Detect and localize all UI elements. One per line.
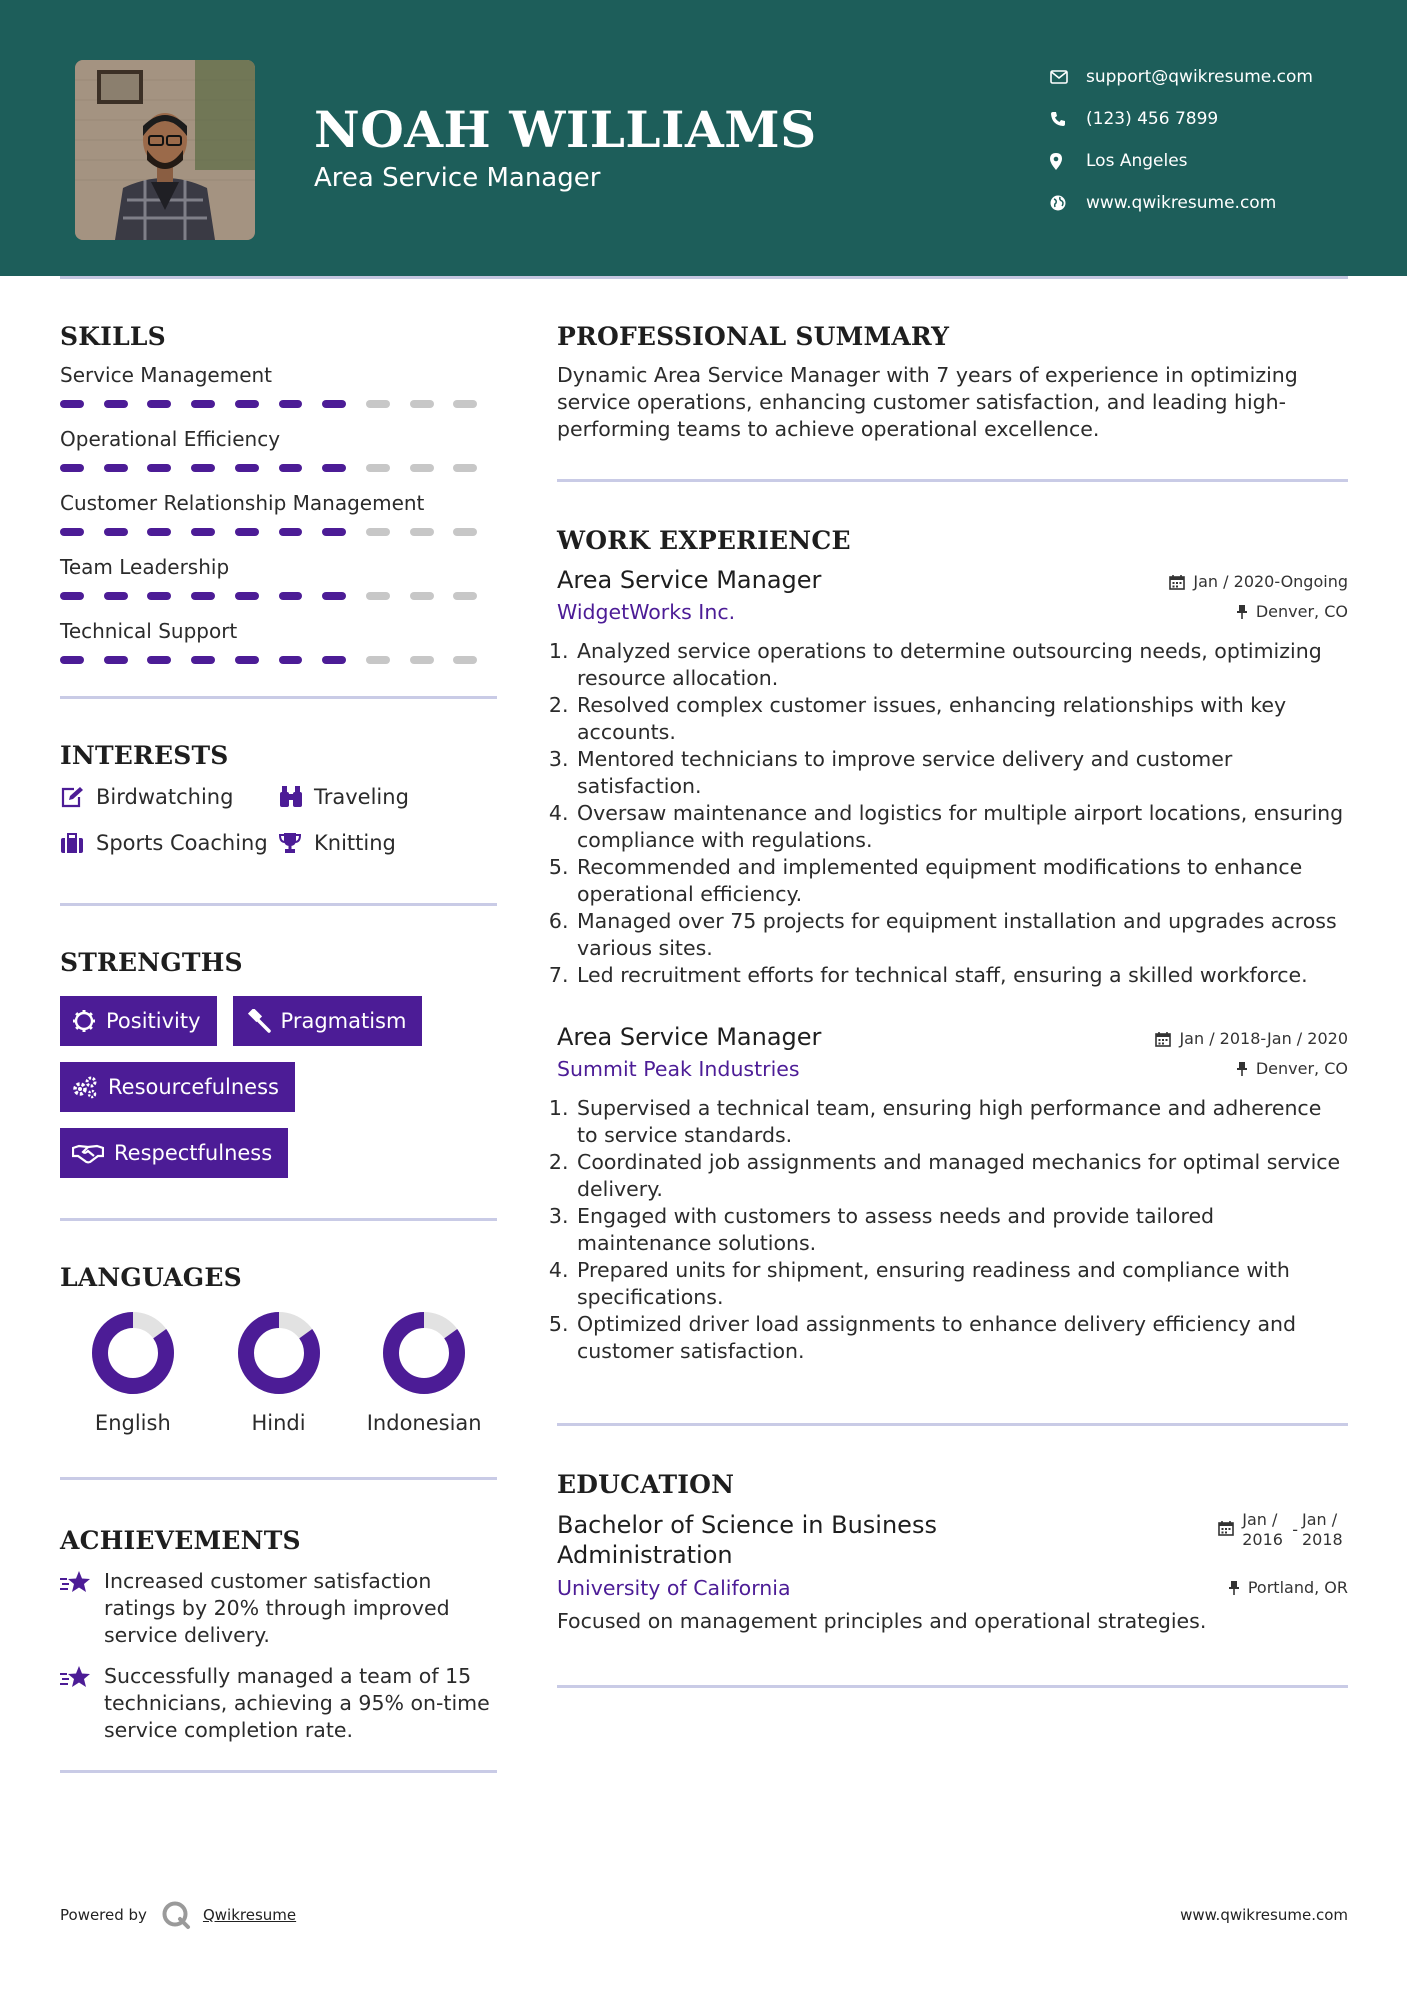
section-divider <box>60 1218 497 1221</box>
footer-website-link[interactable]: www.qwikresume.com <box>1180 1906 1348 1924</box>
right-column <box>557 322 1348 1688</box>
qwikresume-link[interactable]: Qwikresume <box>202 1906 297 1924</box>
contact-list <box>1050 56 1313 224</box>
company-name: Summit Peak Industries <box>557 1057 800 1081</box>
skill-rating-dot <box>191 592 215 600</box>
skills-list <box>60 360 497 680</box>
resume-header <box>0 0 1407 276</box>
achievements-list <box>60 1568 497 1744</box>
skill-rating <box>60 646 497 680</box>
skill-rating-dot <box>104 400 128 408</box>
skill-name: Technical Support <box>60 619 238 643</box>
education-entry <box>557 1510 1348 1635</box>
candidate-name: NOAH WILLIAMS <box>314 100 817 159</box>
skill-rating-dot <box>453 592 477 600</box>
page-footer <box>60 1897 1348 1933</box>
degree-title: Bachelor of Science in Business Administration <box>557 1511 937 1569</box>
education-date-end: Jan / 2018 <box>1302 1510 1343 1549</box>
languages-list <box>60 1309 497 1435</box>
skill-rating-dot <box>410 528 434 536</box>
skill-name: Team Leadership <box>60 555 230 579</box>
contact-phone-text: (123) 456 7899 <box>1086 109 1219 129</box>
job-dates <box>1169 572 1348 591</box>
education-date-sep: - <box>1292 1520 1298 1539</box>
skill-rating-dot <box>279 592 303 600</box>
pushpin-icon <box>1236 604 1248 620</box>
education-description: Focused on management principles and operational strategies. <box>557 1609 1207 1633</box>
job-bullet: 4. Oversaw maintenance and logistics for multiple airport locations, ensuring compliance with regulations. <box>575 800 1348 854</box>
language-item <box>351 1309 497 1435</box>
skill-rating <box>60 582 497 616</box>
job-bullet: 4. Prepared units for shipment, ensuring readiness and compliance with specifications. <box>575 1257 1348 1311</box>
job-dates-text: Jan / 2020-Ongoing <box>1193 572 1348 591</box>
achievement-text: Increased customer satisfaction ratings by 20% through improved service delivery. <box>104 1569 450 1647</box>
calendar-icon <box>1218 1520 1234 1536</box>
experience-title: WORK EXPERIENCE <box>557 526 851 555</box>
section-divider <box>60 1770 497 1773</box>
summary-text: Dynamic Area Service Manager with 7 years of experience in optimizing service operations, enhancing customer satisfaction, and leading high-performing teams to achieve operational excellence. <box>557 363 1298 441</box>
job-title: Area Service Manager <box>557 566 822 594</box>
job-entry <box>557 1023 1348 1365</box>
skill-rating-dot <box>322 464 346 472</box>
skill-rating-dot <box>147 400 171 408</box>
skill-rating-dot <box>279 464 303 472</box>
skill-rating-dot <box>453 400 477 408</box>
job-bullet: 3. Engaged with customers to assess needs and provide tailored maintenance solutions. <box>575 1203 1348 1257</box>
skill-rating-dot <box>60 400 84 408</box>
skill-rating-dot <box>410 592 434 600</box>
education-title: EDUCATION <box>557 1470 735 1499</box>
skill-rating-dot <box>60 528 84 536</box>
interest-label: Knitting <box>314 831 396 855</box>
skill-rating-dot <box>366 464 390 472</box>
star-icon <box>60 1663 104 1744</box>
skill-rating-dot <box>322 400 346 408</box>
skill-name: Customer Relationship Management <box>60 491 425 515</box>
envelope-icon <box>1050 70 1086 84</box>
job-location-text: Denver, CO <box>1255 1059 1348 1078</box>
section-divider <box>557 1685 1348 1688</box>
skill-rating-dot <box>191 528 215 536</box>
job-bullet: 2. Resolved complex customer issues, enhancing relationships with key accounts. <box>575 692 1348 746</box>
language-label: English <box>94 1411 171 1435</box>
contact-location-text: Los Angeles <box>1086 151 1188 171</box>
skill-rating-dot <box>366 528 390 536</box>
job-bullets <box>557 1095 1348 1365</box>
skill-rating-dot <box>104 592 128 600</box>
language-level-ring <box>89 1309 177 1397</box>
language-level-ring <box>235 1309 323 1397</box>
skill-rating <box>60 518 497 552</box>
job-bullet: 5. Recommended and implemented equipment modifications to enhance operational efficiency. <box>575 854 1348 908</box>
interest-label: Birdwatching <box>96 785 234 809</box>
skill-rating-dot <box>322 528 346 536</box>
skill-rating-dot <box>366 656 390 664</box>
cogs-icon <box>72 1075 98 1099</box>
languages-title: LANGUAGES <box>60 1263 242 1292</box>
skill-rating-dot <box>235 400 259 408</box>
skill-rating-dot <box>104 656 128 664</box>
job-location <box>1236 602 1348 621</box>
education-dates <box>1218 1510 1348 1550</box>
skill-rating-dot <box>147 464 171 472</box>
skill-item <box>60 488 497 552</box>
skill-rating-dot <box>60 656 84 664</box>
skill-rating-dot <box>410 656 434 664</box>
education-date-start: Jan / 2016 <box>1242 1510 1283 1549</box>
education-location-text: Portland, OR <box>1247 1578 1348 1597</box>
skill-rating-dot <box>147 528 171 536</box>
section-divider <box>557 1423 1348 1426</box>
job-bullet: 7. Led recruitment efforts for technical staff, ensuring a skilled workforce. <box>575 962 1348 989</box>
job-location-text: Denver, CO <box>1255 602 1348 621</box>
summary-title: PROFESSIONAL SUMMARY <box>557 322 950 351</box>
section-divider <box>60 1477 497 1480</box>
strength-badge <box>60 1128 288 1178</box>
achievement-text: Successfully managed a team of 15 technicians, achieving a 95% on-time service completion rate. <box>104 1664 490 1742</box>
interest-label: Traveling <box>314 785 409 809</box>
contact-phone[interactable] <box>1050 98 1313 140</box>
skill-rating-dot <box>147 656 171 664</box>
interests-list <box>60 781 497 859</box>
skill-rating-dot <box>60 464 84 472</box>
pushpin-icon <box>1228 1580 1240 1596</box>
interest-item <box>278 781 488 813</box>
trophy-icon <box>278 832 314 854</box>
interest-item <box>278 827 488 859</box>
powered-by-text: Powered by <box>60 1906 147 1924</box>
edit-icon <box>60 786 96 808</box>
header-divider <box>60 276 1348 279</box>
skill-rating-dot <box>147 592 171 600</box>
section-divider <box>60 696 497 699</box>
qwikresume-logo-icon <box>161 1900 191 1930</box>
strength-label: Pragmatism <box>280 1009 407 1033</box>
contact-location <box>1050 140 1313 182</box>
binoculars-icon <box>278 786 314 808</box>
map-pin-icon <box>1050 153 1086 170</box>
skill-rating-dot <box>410 400 434 408</box>
job-title: Area Service Manager <box>557 1023 822 1051</box>
job-bullet: 3. Mentored technicians to improve service delivery and customer satisfaction. <box>575 746 1348 800</box>
job-dates <box>1155 1029 1348 1048</box>
strength-badge <box>233 996 423 1046</box>
skill-rating-dot <box>191 656 215 664</box>
language-item <box>206 1309 352 1435</box>
job-location <box>1236 1059 1348 1078</box>
candidate-role: Area Service Manager <box>314 163 601 193</box>
skill-rating-dot <box>453 464 477 472</box>
handshake-icon <box>72 1142 104 1164</box>
school-name: University of California <box>557 1576 791 1600</box>
skill-item <box>60 424 497 488</box>
achievement-item <box>60 1568 497 1649</box>
job-bullet: 2. Coordinated job assignments and managed mechanics for optimal service delivery. <box>575 1149 1348 1203</box>
contact-website[interactable] <box>1050 182 1313 224</box>
skill-rating-dot <box>322 656 346 664</box>
profile-photo <box>75 60 255 240</box>
interest-item <box>60 827 278 859</box>
contact-email[interactable] <box>1050 56 1313 98</box>
achievements-title: ACHIEVEMENTS <box>60 1526 301 1555</box>
strength-badge <box>60 996 217 1046</box>
strength-label: Positivity <box>106 1009 201 1033</box>
skill-rating-dot <box>279 400 303 408</box>
skill-rating-dot <box>60 592 84 600</box>
job-bullet: 5. Optimized driver load assignments to enhance delivery efficiency and customer satisfaction. <box>575 1311 1348 1365</box>
job-bullet: 1. Supervised a technical team, ensuring high performance and adherence to service standards. <box>575 1095 1348 1149</box>
skill-rating-dot <box>279 528 303 536</box>
skill-rating-dot <box>104 464 128 472</box>
strength-label: Respectfulness <box>114 1141 273 1165</box>
skill-rating-dot <box>366 400 390 408</box>
gavel-icon <box>245 1009 271 1033</box>
language-label: Hindi <box>251 1411 306 1435</box>
globe-icon <box>1050 195 1086 211</box>
language-item <box>60 1309 206 1435</box>
skill-rating-dot <box>322 592 346 600</box>
section-divider <box>557 479 1348 482</box>
achievement-item <box>60 1663 497 1744</box>
skill-item <box>60 360 497 424</box>
education-location <box>1228 1578 1348 1597</box>
skill-rating-dot <box>453 656 477 664</box>
job-bullets <box>557 638 1348 989</box>
gear-icon <box>72 1009 96 1033</box>
job-entry <box>557 566 1348 989</box>
skill-rating <box>60 454 497 488</box>
skill-rating-dot <box>453 528 477 536</box>
skill-name: Operational Efficiency <box>60 427 281 451</box>
skill-rating-dot <box>410 464 434 472</box>
calendar-icon <box>1169 574 1185 590</box>
contact-website-text: www.qwikresume.com <box>1086 193 1277 213</box>
skills-title: SKILLS <box>60 322 166 351</box>
skill-name: Service Management <box>60 363 273 387</box>
interest-label: Sports Coaching <box>96 831 268 855</box>
contact-email-text: support@qwikresume.com <box>1086 67 1313 87</box>
strength-label: Resourcefulness <box>108 1075 279 1099</box>
skill-rating-dot <box>104 528 128 536</box>
skill-rating-dot <box>235 464 259 472</box>
section-divider <box>60 903 497 906</box>
calendar-icon <box>1155 1031 1171 1047</box>
strength-badge <box>60 1062 295 1112</box>
skill-item <box>60 552 497 616</box>
skill-rating-dot <box>235 592 259 600</box>
interests-title: INTERESTS <box>60 741 229 770</box>
briefcase-icon <box>60 833 96 854</box>
pushpin-icon <box>1236 1061 1248 1077</box>
job-bullet: 6. Managed over 75 projects for equipment installation and upgrades across various sites. <box>575 908 1348 962</box>
skill-rating-dot <box>279 656 303 664</box>
language-level-ring <box>380 1309 468 1397</box>
skill-rating <box>60 390 497 424</box>
skill-item <box>60 616 497 680</box>
powered-by <box>60 1900 296 1930</box>
job-bullet: 1. Analyzed service operations to determine outsourcing needs, optimizing resource allocation. <box>575 638 1348 692</box>
job-dates-text: Jan / 2018-Jan / 2020 <box>1179 1029 1348 1048</box>
company-name: WidgetWorks Inc. <box>557 600 736 624</box>
strengths-title: STRENGTHS <box>60 948 243 977</box>
skill-rating-dot <box>191 464 215 472</box>
skill-rating-dot <box>235 528 259 536</box>
skill-rating-dot <box>366 592 390 600</box>
language-label: Indonesian <box>366 1411 482 1435</box>
left-column <box>60 322 497 1773</box>
star-icon <box>60 1568 104 1649</box>
strengths-list <box>60 996 497 1194</box>
skill-rating-dot <box>191 400 215 408</box>
phone-icon <box>1050 111 1086 127</box>
interest-item <box>60 781 278 813</box>
skill-rating-dot <box>235 656 259 664</box>
